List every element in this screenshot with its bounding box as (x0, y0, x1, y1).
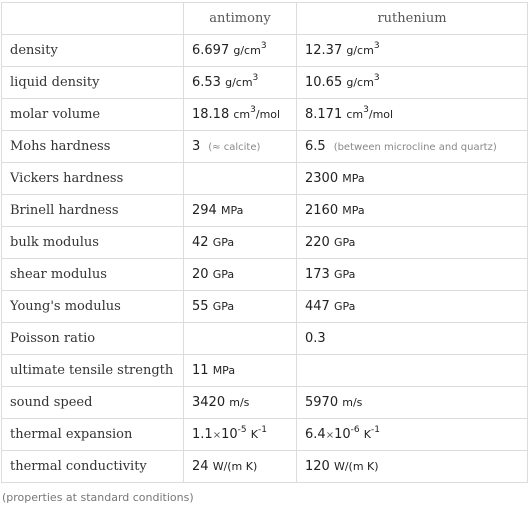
power-exponent: -5 (237, 424, 247, 435)
column-header-antimony: antimony (184, 3, 297, 35)
row-label: Brinell hardness (2, 195, 184, 227)
value: 220 (305, 235, 330, 250)
ruthenium-cell (297, 163, 528, 195)
ruthenium-cell (297, 227, 528, 259)
row-label: thermal expansion (2, 419, 184, 451)
value: 24 (192, 459, 209, 474)
table-row (2, 227, 528, 259)
antimony-cell (184, 419, 297, 451)
antimony-cell (184, 227, 297, 259)
ruthenium-cell (297, 259, 528, 291)
unit-exponent: 3 (252, 72, 259, 83)
row-label: shear modulus (2, 259, 184, 291)
power-base: 10 (334, 427, 351, 442)
table-row (2, 355, 528, 387)
unit-exponent: -1 (257, 424, 267, 435)
power-exponent: -6 (350, 424, 360, 435)
times-sign: × (212, 430, 222, 441)
comparison-note: (between microcline and quartz) (333, 142, 497, 153)
value: 10.65 (305, 75, 343, 90)
antimony-cell (184, 355, 297, 387)
mantissa: 1.1 (192, 427, 213, 442)
ruthenium-cell (297, 291, 528, 323)
row-label: Poisson ratio (2, 323, 184, 355)
table-row (2, 195, 528, 227)
value: 12.37 (305, 43, 343, 58)
value: 11 (192, 363, 209, 378)
antimony-cell (184, 387, 297, 419)
row-label: bulk modulus (2, 227, 184, 259)
antimony-cell (184, 195, 297, 227)
comparison-note: (≈ calcite) (208, 142, 261, 153)
antimony-cell (184, 451, 297, 483)
antimony-cell (184, 163, 297, 195)
value: 2160 (305, 203, 339, 218)
value: 55 (192, 299, 209, 314)
unit: GPa (212, 268, 235, 281)
antimony-cell (184, 323, 297, 355)
ruthenium-cell (297, 355, 528, 387)
table-row (2, 67, 528, 99)
unit: cm (346, 108, 364, 121)
ruthenium-cell (297, 67, 528, 99)
row-label: density (2, 35, 184, 67)
unit-exponent: 3 (260, 40, 267, 51)
table-row (2, 131, 528, 163)
header-row (2, 3, 528, 35)
unit: MPa (342, 172, 365, 185)
unit: GPa (212, 236, 235, 249)
row-label: Vickers hardness (2, 163, 184, 195)
value: 20 (192, 267, 209, 282)
mantissa: 6.4 (305, 427, 326, 442)
unit: MPa (342, 204, 365, 217)
unit-exponent: 3 (363, 104, 369, 115)
unit: g/cm (346, 44, 374, 57)
unit-suffix: /mol (368, 108, 394, 121)
unit: W/(m K) (212, 460, 258, 473)
unit: K (363, 428, 371, 441)
column-header-ruthenium: ruthenium (297, 3, 528, 35)
unit: g/cm (346, 76, 374, 89)
antimony-cell (184, 259, 297, 291)
row-label: sound speed (2, 387, 184, 419)
ruthenium-cell (297, 99, 528, 131)
unit-exponent: 3 (373, 72, 380, 83)
table-row (2, 451, 528, 483)
unit: GPa (333, 236, 356, 249)
ruthenium-cell (297, 195, 528, 227)
ruthenium-cell (297, 419, 528, 451)
ruthenium-cell (297, 451, 528, 483)
value: 173 (305, 267, 330, 282)
value: 3 (192, 139, 201, 154)
antimony-cell (184, 67, 297, 99)
table-row (2, 419, 528, 451)
unit-exponent: 3 (250, 104, 256, 115)
unit: MPa (212, 364, 236, 377)
row-label: liquid density (2, 67, 184, 99)
properties-table (1, 2, 528, 483)
header-corner (2, 3, 184, 35)
table-row (2, 163, 528, 195)
value: 18.18 (192, 107, 230, 122)
unit: m/s (229, 396, 250, 409)
row-label: molar volume (2, 99, 184, 131)
row-label: Mohs hardness (2, 131, 184, 163)
unit-suffix: /mol (255, 108, 281, 121)
table-row (2, 387, 528, 419)
unit: GPa (333, 300, 356, 313)
unit-exponent: 3 (373, 40, 380, 51)
table-row (2, 291, 528, 323)
value: 447 (305, 299, 330, 314)
ruthenium-cell (297, 131, 528, 163)
ruthenium-cell (297, 387, 528, 419)
value: 6.5 (305, 139, 326, 154)
value: 294 (192, 203, 217, 218)
unit: GPa (212, 300, 235, 313)
ruthenium-cell (297, 35, 528, 67)
unit: m/s (342, 396, 363, 409)
footnote: (properties at standard conditions) (2, 491, 194, 504)
power-base: 10 (221, 427, 238, 442)
unit-exponent: -1 (370, 424, 380, 435)
unit: cm (233, 108, 251, 121)
value: 6.53 (192, 75, 221, 90)
value: 0.3 (305, 331, 326, 346)
unit: K (250, 428, 258, 441)
value: 120 (305, 459, 330, 474)
table-row (2, 35, 528, 67)
value: 3420 (192, 395, 226, 410)
row-label: ultimate tensile strength (2, 355, 184, 387)
table-row (2, 99, 528, 131)
value: 5970 (305, 395, 339, 410)
unit: g/cm (225, 76, 253, 89)
times-sign: × (325, 430, 335, 441)
table-row (2, 323, 528, 355)
unit: W/(m K) (333, 460, 379, 473)
value: 6.697 (192, 43, 230, 58)
row-label: thermal conductivity (2, 451, 184, 483)
unit: MPa (220, 204, 244, 217)
value: 42 (192, 235, 209, 250)
value: 2300 (305, 171, 339, 186)
value: 8.171 (305, 107, 343, 122)
table-row (2, 259, 528, 291)
antimony-cell (184, 131, 297, 163)
unit: g/cm (233, 44, 261, 57)
antimony-cell (184, 35, 297, 67)
unit: GPa (333, 268, 356, 281)
row-label: Young's modulus (2, 291, 184, 323)
antimony-cell (184, 291, 297, 323)
antimony-cell (184, 99, 297, 131)
ruthenium-cell (297, 323, 528, 355)
